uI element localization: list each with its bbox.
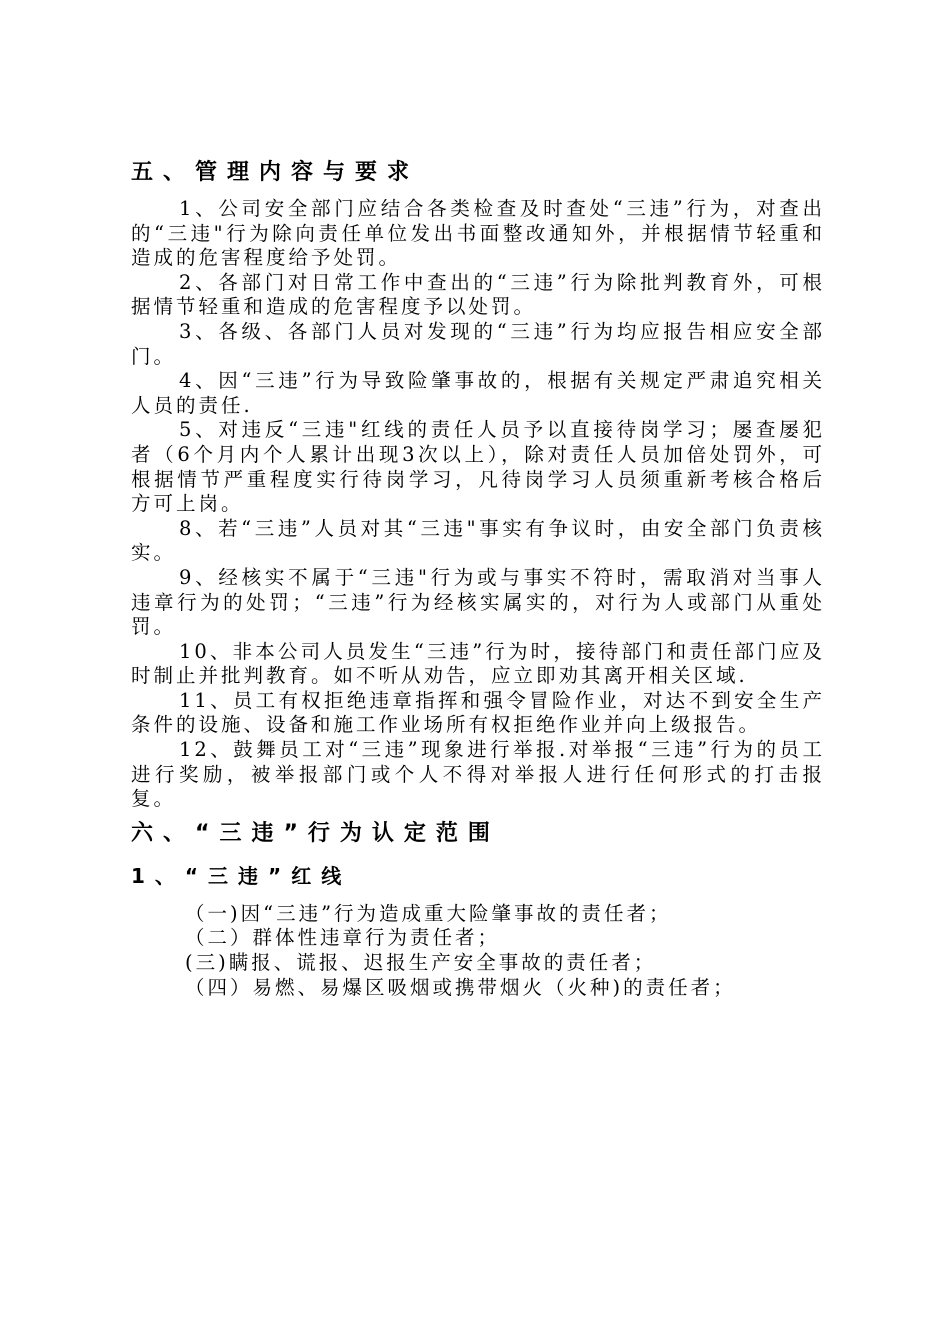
section-heading-scope: 六、“三违”行为认定范围	[131, 820, 500, 846]
list-item-2: （二）群体性违章行为责任者；	[185, 926, 501, 950]
paragraph-12: 12、鼓舞员工对“三违”现象进行举报.对举报“三违”行为的员工进行奖励，被举报部门或个人不得对举报人进行任何形式的打击报复。	[131, 738, 825, 811]
paragraph-9: 9、经核实不属于“三违"行为或与事实不符时，需取消对当事人违章行为的处罚；“三违”行为经核实属实的，对行为人或部门从重处罚。	[131, 565, 825, 639]
paragraph-1: 1、公司安全部门应结合各类检查及时查处“三违”行为，对查出的“三违"行为除向责任单位发出书面整改通知外，并根据情节轻重和造成的危害程度给予处罚。	[131, 197, 825, 270]
subheading-red-line: 1、“三违”红线	[131, 863, 352, 888]
document-body	[131, 157, 825, 1000]
paragraph-4: 4、因“三违”行为导致险肇事故的，根据有关规定严肃追究相关人员的责任.	[131, 369, 825, 417]
paragraph-11: 11、员工有权拒绝违章指挥和强令冒险作业，对达不到安全生产条件的设施、设备和施工作业场所有权拒绝作业并向上级报告。	[131, 688, 825, 737]
list-item-1: （一)因“三违”行为造成重大险肇事故的责任者；	[185, 901, 672, 925]
paragraph-5: 5、对违反“三违"红线的责任人员予以直接待岗学习；屡查屡犯者（6个月内个人累计出现3次以上），除对责任人员加倍处罚外，可根据情节严重程度实行待岗学习，凡待岗学习人员须重新考核合格后方可上岗。	[131, 418, 825, 516]
list-item-3: (三)瞒报、谎报、迟报生产安全事故的责任者；	[185, 951, 657, 975]
section-heading-management: 五、管理内容与要求	[131, 160, 420, 185]
paragraph-8: 8、若“三违”人员对其“三违"事实有争议时，由安全部门负责核实。	[131, 516, 825, 565]
list-item-4: （四）易燃、易爆区吸烟或携带烟火（火种)的责任者；	[185, 975, 736, 999]
paragraph-3: 3、各级、各部门人员对发现的“三违”行为均应报告相应安全部门。	[131, 319, 825, 368]
paragraph-10: 10、非本公司人员发生“三违”行为时，接待部门和责任部门应及时制止并批判教育。如不听从劝告，应立即劝其离开相关区域.	[131, 639, 825, 688]
paragraph-2: 2、各部门对日常工作中查出的“三违”行为除批判教育外，可根据情节轻重和造成的危害程度予以处罚。	[131, 270, 825, 319]
